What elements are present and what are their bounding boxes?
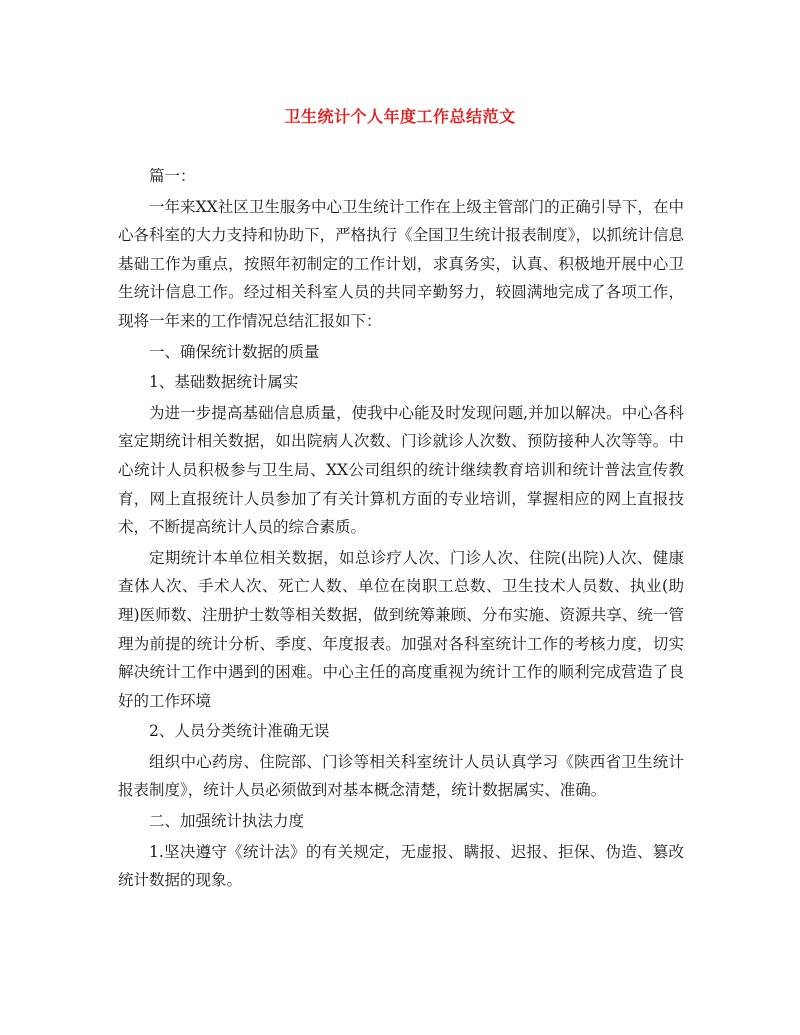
paragraph-law-compliance: 1.坚决遵守《统计法》的有关规定，无虚报、瞒报、迟报、拒保、伪造、篡改统计数据的现象。 xyxy=(118,842,684,890)
heading-section-2: 二、加强统计执法力度 xyxy=(149,812,305,831)
heading-section-1: 一、确保统计数据的质量 xyxy=(149,342,320,361)
paragraph-periodic-stats: 定期统计本单位相关数据，如总诊疗人次、门诊人次、住院(出院)人次、健康查体人次、手术人次、死亡人数、单位在岗职工总数、卫生技术人员数、执业(助理)医师数、注册护士数等相关数据，做到统筹兼顾、分布实施、资源共享、统一管理为前提的统计分析、季度、年度报表。加强对各科室统计工作的考核力度，切实解决统计工作中遇到的困难。中心主任的高度重视为统计工作的顺利完成营造了良好的工作环境 xyxy=(118,548,684,710)
document-title: 卫生统计个人年度工作总结范文 xyxy=(284,107,516,126)
paragraph-intro: 一年来XX社区卫生服务中心卫生统计工作在上级主管部门的正确引导下，在中心各科室的大力支持和协助下，严格执行《全国卫生统计报表制度》，以抓统计信息基础工作为重点，按照年初制定的工作计划，求真务实，认真、积极地开展中心卫生统计信息工作。经过相关科室人员的共同辛勤努力，较圆满地完成了各项工作，现将一年来的工作情况总结汇报如下： xyxy=(118,197,684,330)
paragraph-basic-data: 为进一步提高基础信息质量，使我中心能及时发现问题,并加以解决。中心各科室定期统计相关数据，如出院病人次数、门诊就诊人次数、预防接种人次等等。中心统计人员积极参与卫生局、XX公司组织的统计继续教育培训和统计普法宣传教育，网上直报统计人员参加了有关计算机方面的专业培训，掌握相应的网上直报技术，不断提高统计人员的综合素质。 xyxy=(118,403,684,537)
heading-subsection-1: 1、基础数据统计属实 xyxy=(149,373,299,392)
heading-subsection-2: 2、人员分类统计准确无误 xyxy=(149,722,330,741)
document-body xyxy=(118,162,684,897)
paragraph-section-label: 篇一： xyxy=(149,167,196,185)
paragraph-staff-training: 组织中心药房、住院部、门诊等相关科室统计人员认真学习《陕西省卫生统计报表制度》，统计人员必须做到对基本概念清楚，统计数据属实、准确。 xyxy=(118,752,684,800)
